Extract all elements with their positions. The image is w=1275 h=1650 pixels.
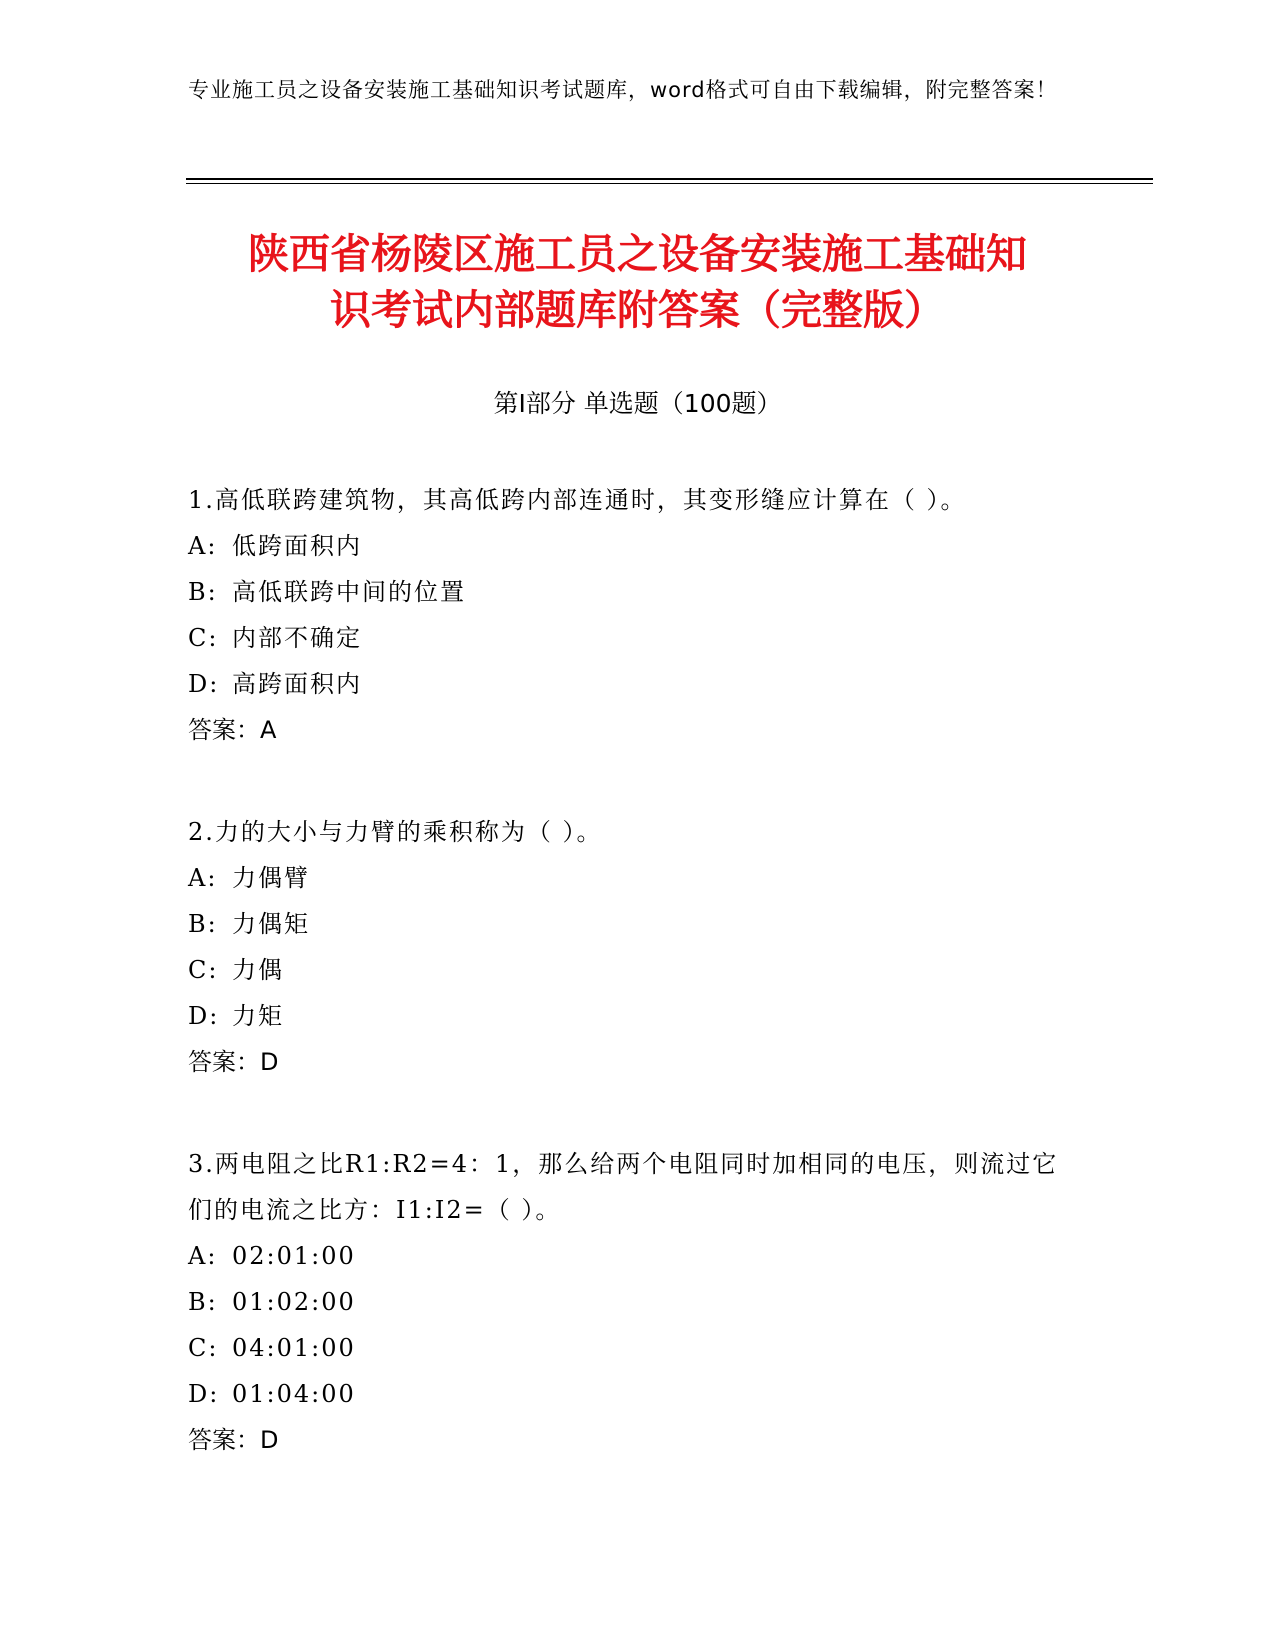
document-title xyxy=(150,226,1125,338)
option-text: 力偶臂 xyxy=(232,864,310,892)
option-c xyxy=(188,947,1068,993)
option-text: 04:01:00 xyxy=(232,1334,356,1362)
option-key: A: xyxy=(188,1242,218,1270)
option-key: B: xyxy=(188,1288,218,1316)
option-a xyxy=(188,523,1068,569)
option-text: 01:04:00 xyxy=(232,1380,356,1408)
header-note: 专业施工员之设备安装施工基础知识考试题库，word格式可自由下载编辑，附完整答案！ xyxy=(188,78,1058,102)
option-a xyxy=(188,1233,1068,1279)
option-text: 02:01:00 xyxy=(232,1242,356,1270)
option-key: B: xyxy=(188,910,218,938)
answer-line: 答案：A xyxy=(188,716,277,744)
option-key: D: xyxy=(188,670,220,698)
question-text: 2.力的大小与力臂的乘积称为（ ）。 xyxy=(188,818,603,846)
option-b xyxy=(188,569,1068,615)
question-text: 1.高低联跨建筑物，其高低跨内部连通时，其变形缝应计算在（ ）。 xyxy=(188,486,967,514)
document-title-line-1: 陕西省杨陵区施工员之设备安装施工基础知 xyxy=(248,230,1027,278)
answer-line: 答案：D xyxy=(188,1426,279,1454)
option-text: 力矩 xyxy=(232,1002,284,1030)
option-key: A: xyxy=(188,532,218,560)
option-text: 内部不确定 xyxy=(232,624,362,652)
option-key: D: xyxy=(188,1380,220,1408)
option-text: 高跨面积内 xyxy=(232,670,362,698)
option-d xyxy=(188,993,1068,1039)
option-text: 力偶矩 xyxy=(232,910,310,938)
option-d xyxy=(188,1371,1068,1417)
option-key: C: xyxy=(188,624,219,652)
option-key: C: xyxy=(188,956,219,984)
option-a xyxy=(188,855,1068,901)
option-text: 低跨面积内 xyxy=(232,532,362,560)
option-text: 高低联跨中间的位置 xyxy=(232,578,466,606)
header-divider-thick xyxy=(186,178,1153,180)
option-b xyxy=(188,901,1068,947)
option-text: 力偶 xyxy=(232,956,284,984)
option-key: B: xyxy=(188,578,218,606)
option-d xyxy=(188,661,1068,707)
section-title: 第I部分 单选题（100题） xyxy=(493,389,782,418)
option-key: D: xyxy=(188,1002,220,1030)
option-c xyxy=(188,615,1068,661)
answer-line: 答案：D xyxy=(188,1048,279,1076)
option-c xyxy=(188,1325,1068,1371)
header-divider-thin xyxy=(186,183,1153,184)
question-3 xyxy=(188,1141,1068,1463)
question-2 xyxy=(188,809,1068,1085)
question-1 xyxy=(188,477,1068,753)
question-text: 3.两电阻之比R1:R2=4：1，那么给两个电阻同时加相同的电压，则流过它们的电流之比方：I1:I2=（ ）。 xyxy=(188,1150,1059,1224)
question-list xyxy=(188,477,1068,1519)
document-title-line-2: 识考试内部题库附答案（完整版） xyxy=(330,286,945,334)
option-text: 01:02:00 xyxy=(232,1288,356,1316)
option-key: C: xyxy=(188,1334,219,1362)
option-b xyxy=(188,1279,1068,1325)
option-key: A: xyxy=(188,864,218,892)
